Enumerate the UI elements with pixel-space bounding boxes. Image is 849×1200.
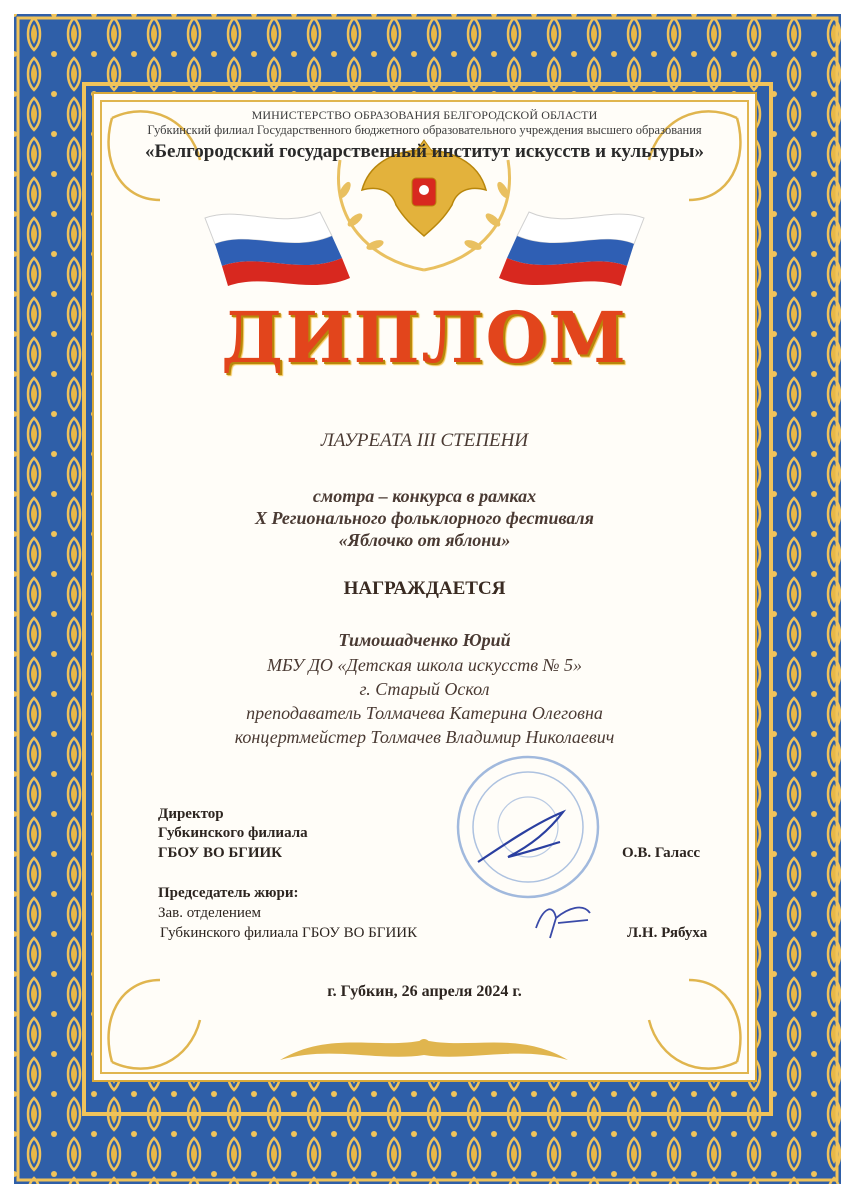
right-flag	[499, 212, 644, 286]
issue-date: г. Губкин, 26 апреля 2024 г.	[327, 983, 522, 1000]
recipient-accompanist: концертмейстер Толмачев Владимир Николаевич	[234, 727, 615, 747]
director-name: О.В. Галасс	[622, 845, 701, 861]
official-stamp	[448, 752, 608, 902]
director-title-3: ГБОУ ВО БГИИК	[158, 845, 283, 861]
ministry-line: МИНИСТЕРСТВО ОБРАЗОВАНИЯ БЕЛГОРОДСКОЙ ОБЛАСТИ	[251, 108, 598, 122]
director-title-2: Губкинского филиала	[158, 825, 308, 841]
jury-sub-1: Зав. отделением	[158, 905, 262, 921]
recipient-school: МБУ ДО «Детская школа искусств № 5»	[266, 655, 583, 675]
awarded-heading: НАГРАЖДАЕТСЯ	[343, 578, 506, 599]
left-flag	[205, 212, 350, 286]
contest-line-2: X Регионального фольклорного фестиваля	[255, 508, 594, 528]
degree-line: ЛАУРЕАТА III СТЕПЕНИ	[320, 430, 529, 451]
contest-line-1: смотра – конкурса в рамках	[312, 486, 537, 506]
jury-name: Л.Н. Рябуха	[627, 925, 708, 941]
jury-signature	[528, 898, 598, 943]
director-title-1: Директор	[158, 806, 224, 822]
recipient-teacher: преподаватель Толмачева Катерина Олеговна	[246, 703, 603, 723]
institute-name: «Белгородский государственный институт искусств и культуры»	[145, 141, 704, 162]
branch-line: Губкинский филиал Государственного бюджетного образовательного учреждения высшего образования	[147, 123, 702, 137]
jury-sub-2: Губкинского филиала ГБОУ ВО БГИИК	[160, 925, 418, 941]
jury-title: Председатель жюри:	[158, 885, 299, 901]
diploma-title: ДИПЛОМ	[221, 296, 628, 379]
contest-line-3: «Яблочко от яблони»	[338, 530, 511, 550]
recipient-name: Тимошадченко Юрий	[338, 630, 511, 650]
recipient-city: г. Старый Оскол	[359, 679, 490, 699]
